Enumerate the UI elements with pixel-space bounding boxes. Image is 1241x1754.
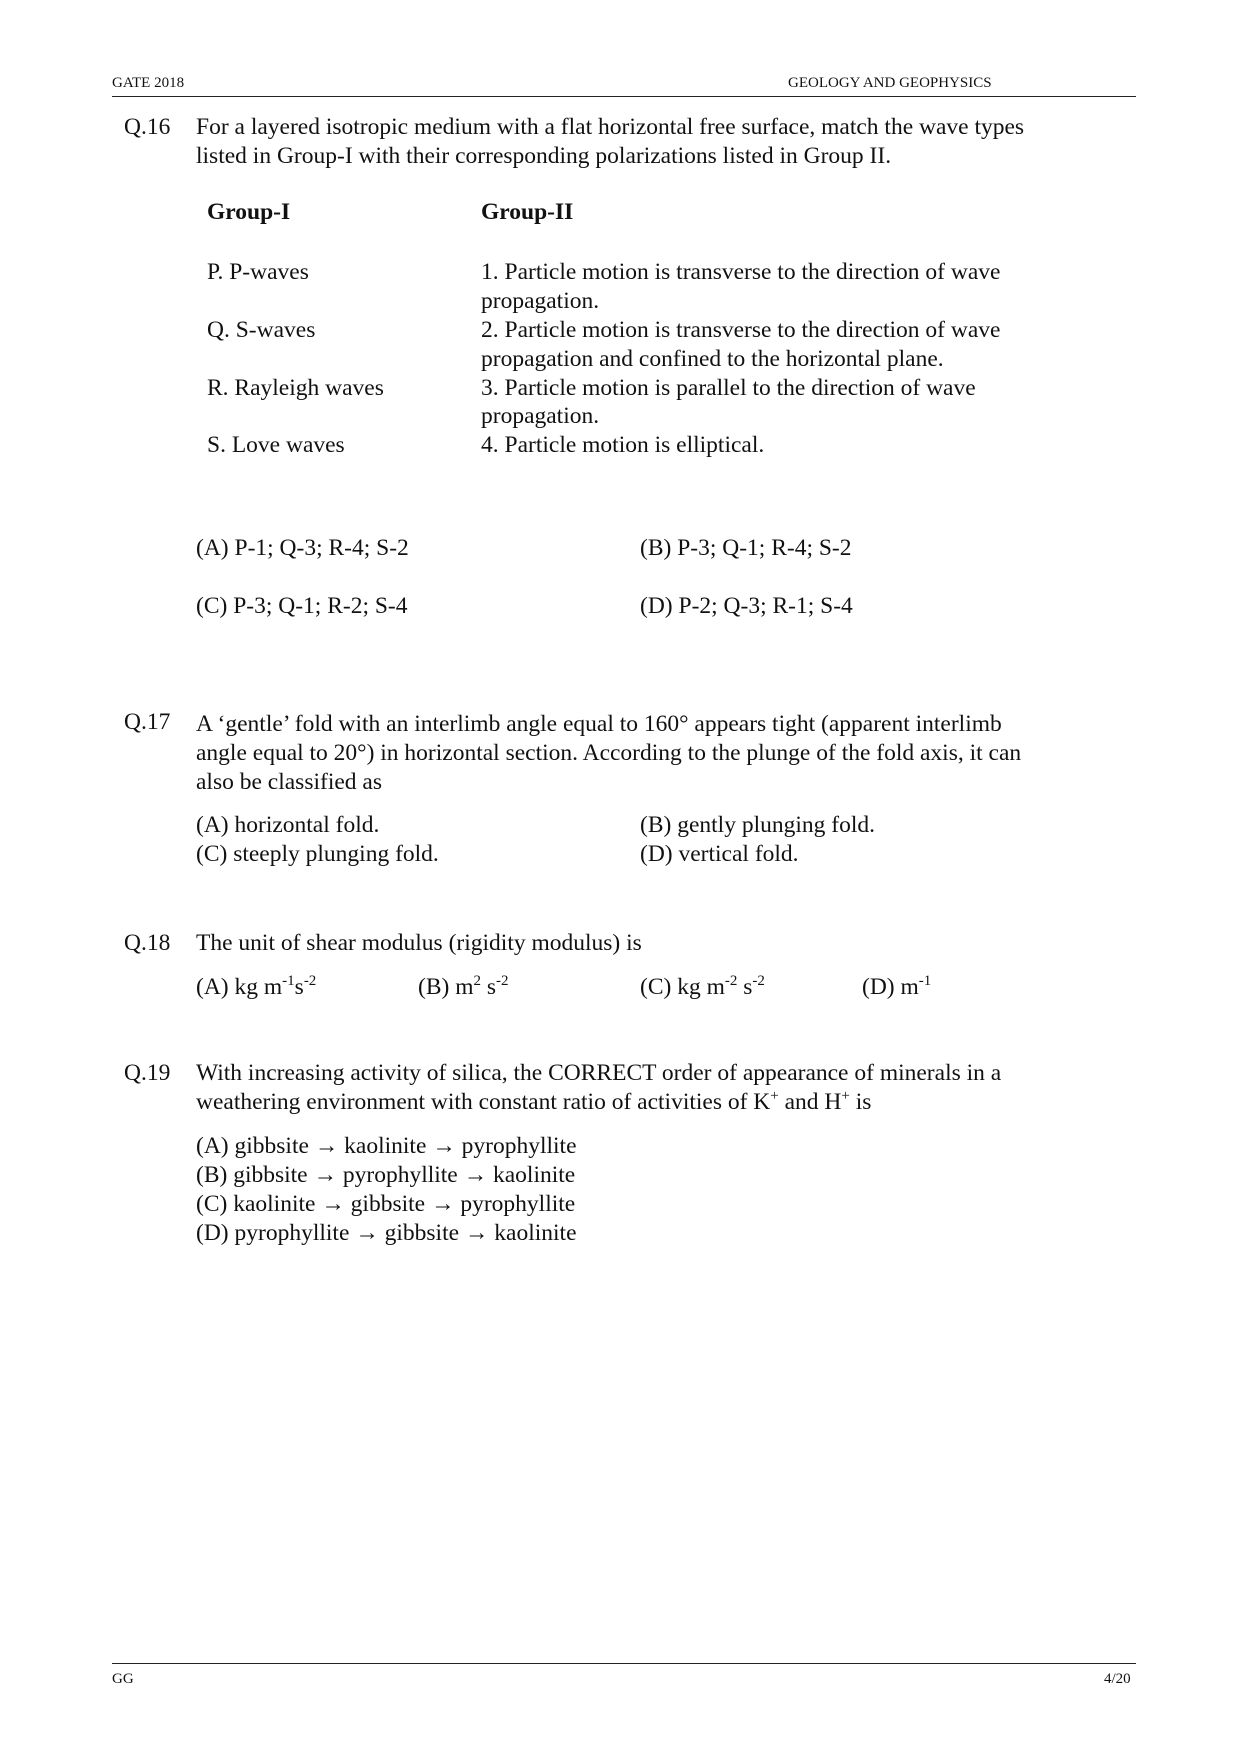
q16-group2-item: 4. Particle motion is elliptical. xyxy=(481,432,765,458)
q16-group2-item: 1. Particle motion is transverse to the direction of wave xyxy=(481,259,1001,285)
q16-group2-item-cont: propagation and confined to the horizontal plane. xyxy=(481,346,944,372)
q18-option-b: (B) $m^2$ $s^{-2}$ xyxy=(418,973,509,1000)
q16-group1-item: S. Love waves xyxy=(207,432,345,458)
q16-group1-item: Q. S-waves xyxy=(207,317,316,343)
q18-option-c: (C) kg $m^{-2}$ $s^{-2}$ xyxy=(640,973,765,1000)
q19-option-b: (B) gibbsite → pyrophyllite → kaolinite xyxy=(196,1162,576,1188)
q16-option-c: (C) P-3; Q-1; R-2; S-4 xyxy=(196,593,408,619)
q16-group1-header: Group-I xyxy=(207,199,291,225)
q16-group2-item-cont: propagation. xyxy=(481,403,600,429)
q16-option-b: (B) P-3; Q-1; R-4; S-2 xyxy=(640,535,852,561)
q17-stem-line-3: also be classified as xyxy=(196,769,382,795)
footer-paper-code: GG xyxy=(112,1671,134,1687)
q17-option-d: (D) vertical fold. xyxy=(640,841,799,867)
q19-option-c: (C) kaolinite → gibbsite → pyrophyllite xyxy=(196,1191,576,1217)
header-divider xyxy=(112,96,1136,97)
q17-number: Q.17 xyxy=(124,709,171,735)
footer-page-number: 4/20 xyxy=(1104,1671,1131,1687)
q16-group2-header: Group-II xyxy=(481,199,574,225)
q19-option-a: (A) gibbsite → kaolinite → pyrophyllite xyxy=(196,1133,577,1159)
q17-option-b: (B) gently plunging fold. xyxy=(640,812,875,838)
q16-option-d: (D) P-2; Q-3; R-1; S-4 xyxy=(640,593,853,619)
q18-stem: The unit of shear modulus (rigidity modulus) is xyxy=(196,930,642,956)
q16-option-a: (A) P-1; Q-3; R-4; S-2 xyxy=(196,535,409,561)
q19-option-d: (D) pyrophyllite → gibbsite → kaolinite xyxy=(196,1220,577,1246)
q19-stem-line-1: With increasing activity of silica, the CORRECT order of appearance of minerals in a xyxy=(196,1060,1002,1086)
q16-group2-item-cont: propagation. xyxy=(481,288,600,314)
q17-option-a: (A) horizontal fold. xyxy=(196,812,380,838)
q18-option-d: (D) $m^{-1}$ xyxy=(862,973,932,1000)
q16-stem-line-1: For a layered isotropic medium with a flat horizontal free surface, match the wave types xyxy=(196,114,1025,140)
q18-option-a: (A) kg $m^{-1}s^{-2}$ xyxy=(196,973,317,1000)
q16-group1-item: R. Rayleigh waves xyxy=(207,375,384,401)
q16-group2-item: 3. Particle motion is parallel to the direction of wave xyxy=(481,375,976,401)
q17-stem-line-2: angle equal to 20°) in horizontal section. According to the plunge of the fold axis, it can xyxy=(196,740,1022,766)
q19-number: Q.19 xyxy=(124,1060,171,1086)
header-subject: GEOLOGY AND GEOPHYSICS xyxy=(788,75,992,91)
footer-divider xyxy=(112,1663,1136,1664)
q16-number: Q.16 xyxy=(124,114,171,140)
q16-stem-line-2: listed in Group-I with their corresponding polarizations listed in Group II. xyxy=(196,143,892,169)
q18-number: Q.18 xyxy=(124,930,171,956)
q16-group2-item: 2. Particle motion is transverse to the direction of wave xyxy=(481,317,1001,343)
q17-option-c: (C) steeply plunging fold. xyxy=(196,841,439,867)
header-exam-title: GATE 2018 xyxy=(112,75,185,91)
q17-stem-line-1: A ‘gentle’ fold with an interlimb angle equal to 160° appears tight (apparent interlimb xyxy=(196,711,1002,737)
q19-stem-line-2: weathering environment with constant ratio of activities of K+ and H+ is xyxy=(196,1088,872,1115)
q16-group1-item: P. P-waves xyxy=(207,259,309,285)
